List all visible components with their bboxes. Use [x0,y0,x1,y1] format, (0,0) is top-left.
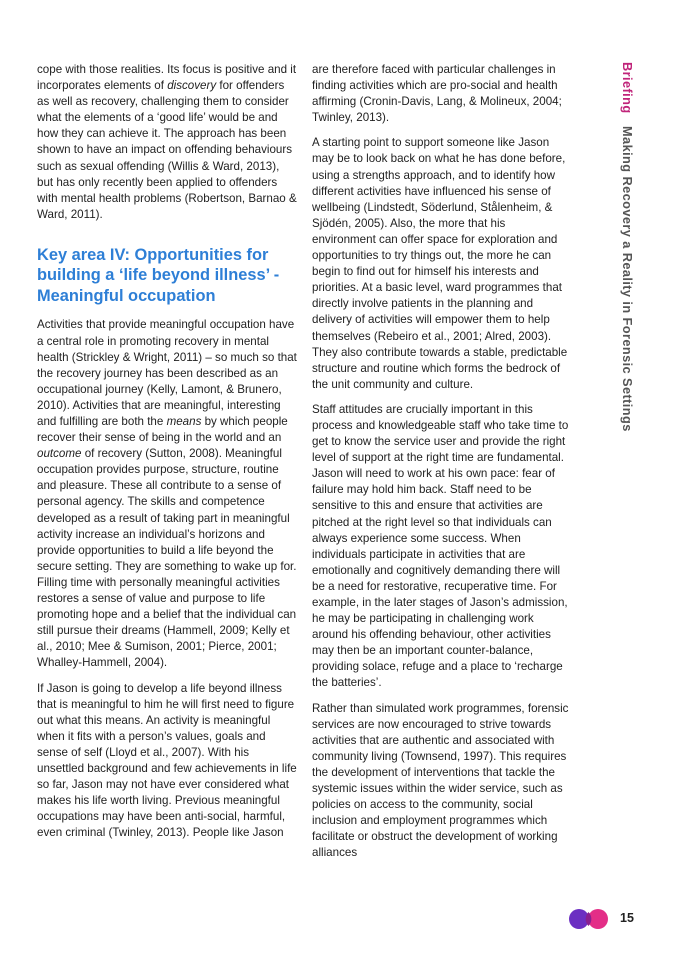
body-paragraph: Activities that provide meaningful occupation have a central role in promoting recovery in mental health (Strickley & Wright, 2011) – so much so that the recovery journey has been described as an occupational journey (Kelly, Lamont, & Brunero, 2010). Activities that are meaningful, interesting and fulfilling are both the means by which people recover their sense of being in the world and an outcome of recovery (Sutton, 2008). Meaningful occupation provides purpose, structure, routine and pleasure. These all contribute to a sense of personal agency. The skills and competence developed as a result of taking part in meaningful activity increase an individual’s horizons and provide opportunities to build a life beyond the secure setting. They are something to wake up for. Filling time with personally meaningful activities restores a sense of value and purpose to life promoting hope and a belief that the individual can still pursue their dreams (Hammell, 2009; Kelly et al., 2010; Mee & Sumison, 2001; Pierce, 2001; Whalley-Hammell, 2004). [37,318,297,670]
body-paragraph: If Jason is going to develop a life beyond illness that is meaningful to him he will first need to figure out what this means. An activity is meaningful when it fits with a person’s values, goals and sense of self (Lloyd et al., 2007). With his unsettled background and few achievements in life so far, Jason may not have ever considered what makes his life worth living. Previous meaningful occupations may have been anti-social, harmful, even criminal (Twinley, 2013). People like Jason [37,681,297,840]
page-number: 15 [620,911,634,925]
document-title: Making Recovery a Reality in Forensic Settings [620,125,635,432]
section-heading: Key area IV: Opportunities for building a ‘life beyond illness’ - Meaningful occupation [37,245,280,305]
body-paragraph: A starting point to support someone like Jason may be to look back on what he has done before, using a strengths approach, and to identify how different activities have influenced his sense of wellbeing (Lindstedt, Söderlund, Stålenheim, & Sjödén, 2005). Also, the more that his environment can offer space for exploration and opportunities to try things out, the more he can begin to find out for himself his interests and priorities. At a basic level, ward programmes that directly involve patients in the planning and delivery of activities will empower them to help themselves (Rebeiro et al., 2001; Alred, 2003). They also contribute towards a stable, predictable structure and routine which forms the bedrock of the unit community and culture. [312,136,568,391]
body-paragraph: Staff attitudes are crucially important in this process and knowledgeable staff who take time to get to know the service user and provide the right level of support at the right time are fundamental. Jason will need to work at his own pace: fear of failure may hold him back. Staff need to be sensitive to this and ensure that activities are pitched at the right level so that individuals can always experience some success. When individuals participate in activities that are emotionally and cognitively demanding there will be a need for restorative, recuperative time. For example, in the later stages of Jason’s admission, he may be participating in challenging work around his offending behaviour, other activities may then be an important counter-balance, providing solace, refuge and a place to ‘recharge the batteries’. [312,402,569,690]
logo-circles-icon [568,906,612,932]
body-paragraph: cope with those realities. Its focus is positive and it incorporates elements of discovery for offenders as well as recovery, challenging them to consider what the elements of a ‘good life’ would be and how they can achieve it. The approach has been shown to have an impact on offending behaviours such as sexual offending (Willis & Ward, 2013), but has only recently been applied to offenders with mental health problems (Robertson, Barnao & Ward, 2011). [37,63,297,221]
body-paragraph: Rather than simulated work programmes, forensic services are now encouraged to strive towards activities that are authentic and associated with community living (Townsend, 1997). This requires the development of interventions that tackle the systemic issues within the wider service, such as policies on access to the community, social inclusion and employment programmes which facilitate or obstruct the development of working alliances [312,701,569,860]
briefing-label: Briefing [620,62,635,114]
body-paragraph: are therefore faced with particular challenges in finding activities which are pro-social and health affirming (Cronin-Davis, Lang, & Molineux, 2004; Twinley, 2013). [312,63,562,125]
sidebar-running-title [620,62,635,431]
right-column [312,62,572,871]
left-column [37,62,297,850]
